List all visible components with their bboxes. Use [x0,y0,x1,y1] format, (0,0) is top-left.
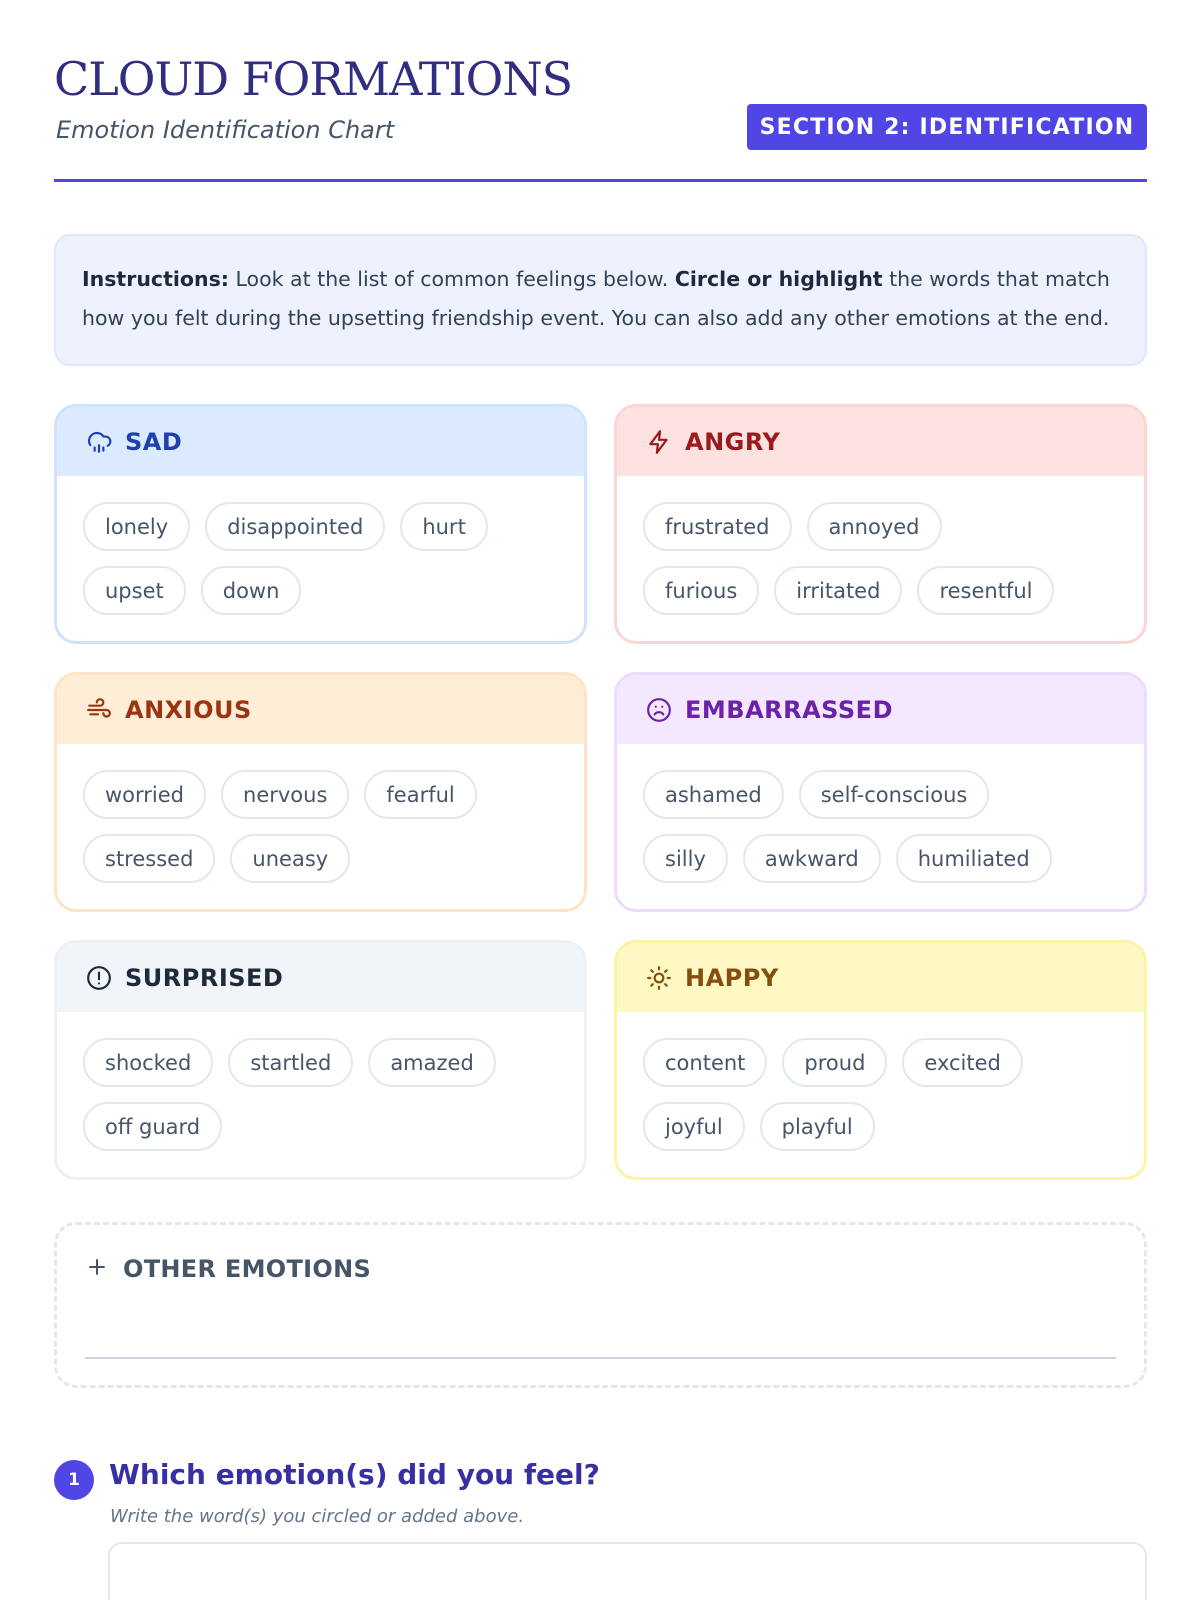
category-header-angry [617,407,1144,476]
category-label-embarrassed: EMBARRASSED [685,695,893,724]
emotion-chip[interactable]: off guard [83,1102,222,1151]
emotion-chip[interactable]: excited [902,1038,1022,1087]
category-card-embarrassed [614,672,1147,912]
emotion-chip[interactable]: disappointed [205,502,385,551]
instructions-text-1: Look at the list of common feelings below. [228,267,675,291]
emotion-chip[interactable]: playful [760,1102,875,1151]
emotion-chip[interactable]: annoyed [807,502,942,551]
instructions-lead: Instructions: [82,267,229,291]
category-card-happy [614,940,1147,1180]
emotion-chip[interactable]: shocked [83,1038,213,1087]
wind-icon [85,696,113,724]
category-card-sad [54,404,587,644]
emotion-chip[interactable]: content [643,1038,767,1087]
emotion-chip[interactable]: irritated [774,566,902,615]
emotion-chip[interactable]: joyful [643,1102,745,1151]
emotion-chip-list [57,476,537,615]
other-emotions-box [54,1222,1147,1388]
worksheet-page [54,0,1147,1527]
emotion-chip[interactable]: uneasy [230,834,350,883]
emotion-chip[interactable]: worried [83,770,206,819]
emotion-chip[interactable]: stressed [83,834,215,883]
emotion-chip[interactable]: self-conscious [799,770,990,819]
category-card-anxious [54,672,587,912]
sun-icon [645,964,673,992]
section-badge: SECTION 2: IDENTIFICATION [747,104,1147,150]
other-emotions-header [85,1255,371,1283]
emotion-chip[interactable]: amazed [368,1038,495,1087]
emotion-chip[interactable]: upset [83,566,186,615]
cloud-rain-icon [85,428,113,456]
page-title: CLOUD FORMATIONS [54,52,573,106]
category-header-anxious [57,675,584,744]
emotion-chip[interactable]: furious [643,566,759,615]
emotion-chip[interactable]: awkward [743,834,881,883]
category-card-angry [614,404,1147,644]
category-header-happy [617,943,1144,1012]
emotion-chip[interactable]: startled [228,1038,353,1087]
category-label-happy: HAPPY [685,963,779,992]
emotion-chip[interactable]: ashamed [643,770,784,819]
plus-icon [85,1255,109,1283]
category-label-surprised: SURPRISED [125,963,284,992]
question-hint: Write the word(s) you circled or added above. [110,1506,525,1527]
instructions-text-2: the words that match how you felt during the upsetting friendship event. You can also add any other emotions at the end. [82,267,1110,330]
category-header-sad [57,407,584,476]
frown-face-icon [645,696,673,724]
category-label-angry: ANGRY [685,427,781,456]
emotion-chip[interactable]: proud [782,1038,887,1087]
category-card-surprised [54,940,587,1180]
emotion-chip[interactable]: silly [643,834,728,883]
other-emotions-label: OTHER EMOTIONS [123,1255,372,1283]
emotion-chip-list [617,476,1097,615]
instructions-emphasis: Circle or highlight [674,267,883,291]
page-subtitle: Emotion Identification Chart [56,116,395,144]
emotion-chip[interactable]: down [201,566,302,615]
category-label-anxious: ANXIOUS [125,695,252,724]
emotion-chip[interactable]: humiliated [896,834,1052,883]
other-emotions-write-line[interactable] [85,1357,1116,1359]
emotion-chip-list [617,744,1097,883]
alert-circle-icon [85,964,113,992]
answer-box[interactable] [108,1542,1147,1600]
emotion-chip-list [57,744,537,883]
instructions-box [54,234,1147,366]
category-header-embarrassed [617,675,1144,744]
emotion-chip[interactable]: nervous [221,770,349,819]
question-number-badge: 1 [54,1460,94,1500]
category-label-sad: SAD [125,427,183,456]
emotion-chip-list [57,1012,537,1151]
lightning-icon [645,428,673,456]
emotion-chip[interactable]: frustrated [643,502,792,551]
emotion-chip[interactable]: resentful [917,566,1054,615]
page-header [54,0,1147,182]
emotion-chip[interactable]: hurt [400,502,488,551]
emotion-chip[interactable]: lonely [83,502,190,551]
emotion-chip[interactable]: fearful [364,770,476,819]
emotion-chip-list [617,1012,1097,1151]
question-title: Which emotion(s) did you feel? [109,1458,600,1491]
category-header-surprised [57,943,584,1012]
